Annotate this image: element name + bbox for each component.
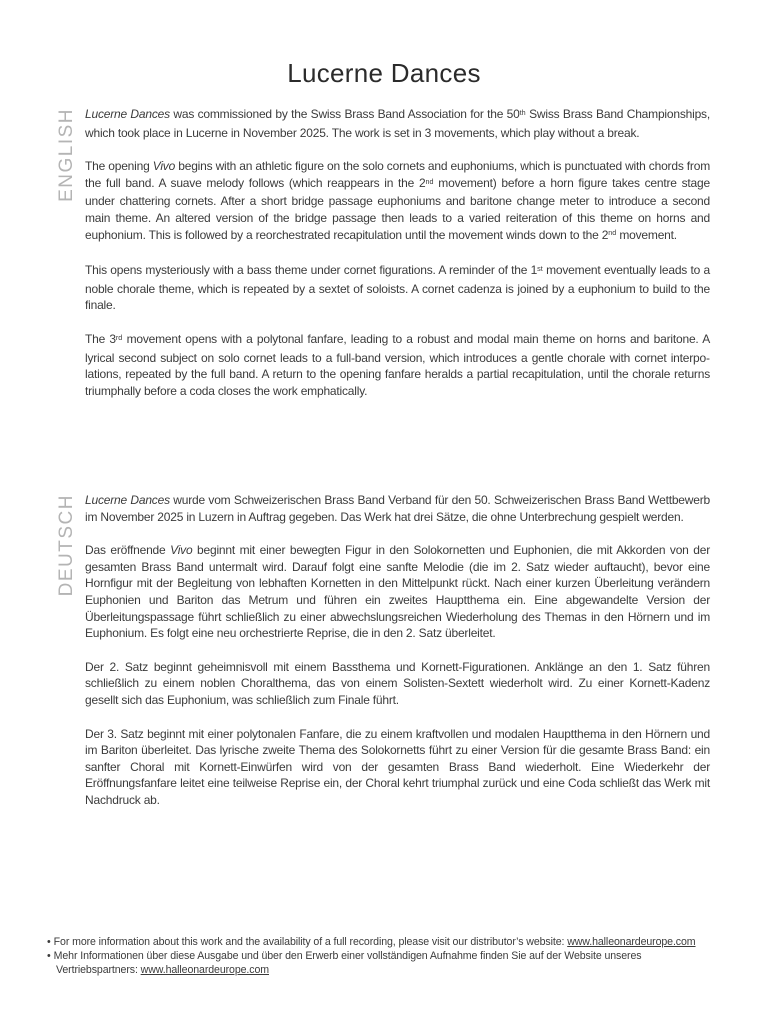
text-run: The opening bbox=[85, 159, 153, 174]
paragraph bbox=[85, 492, 710, 525]
text-run: The 3 bbox=[85, 331, 116, 346]
footer-items bbox=[47, 936, 725, 977]
paragraph bbox=[85, 331, 710, 399]
paragraph bbox=[85, 262, 710, 314]
text-run: This opens mysteriously with a bass theme under cornet figurations. A reminder of the 1 bbox=[85, 263, 538, 278]
footer-item bbox=[47, 950, 725, 978]
ordinal-superscript: nd bbox=[608, 228, 617, 238]
text-run: movement opens with a polytonal fanfare, leading to a robust and modal main theme on horns and baritone. A lyrical second subject on solo cornet leads to a full-band version, which introduces a gentle chorale with cornet interpolations, repeated by the full band. A return to the opening fanfare heralds a partial recapitulation, until the chorale returns triumphally before a coda closes the work emphatically. bbox=[85, 331, 711, 398]
page-title: Lucerne Dances bbox=[287, 58, 481, 88]
ordinal-superscript: rd bbox=[115, 332, 123, 342]
section-label-english: ENGLISH bbox=[56, 108, 77, 202]
italic-text-run: Vivo bbox=[152, 159, 176, 174]
ordinal-superscript: th bbox=[519, 107, 526, 117]
ordinal-superscript: nd bbox=[425, 176, 434, 186]
section-english bbox=[85, 106, 710, 399]
paragraph bbox=[85, 542, 710, 642]
text-run: was commissioned by the Swiss Brass Band Association for the 50 bbox=[169, 107, 520, 121]
text-run: Das eröffnende bbox=[85, 543, 171, 558]
distributor-website-link[interactable]: www.halleonardeurope.com bbox=[140, 963, 269, 976]
text-run: Mehr Informationen über diese Ausgabe und über den Erwerb einer vollständigen Aufnahme finden Sie auf der Website unseres Vertriebspartners: bbox=[53, 949, 642, 976]
section-label-german: DEUTSCH bbox=[56, 494, 77, 597]
english-paragraphs bbox=[85, 106, 710, 399]
text-run: movement) before a horn figure takes centre stage under chattering cornets. After a short bridge passage euphoniums and baritone change meter to introduce a second main theme. An altered version of the bridge passage then leads to a varied reiteration of this theme on horns and euphonium. This is followed by a reorchestrated recapitulation until the movement winds down to the 2 bbox=[85, 175, 710, 242]
text-run: For more information about this work and the availability of a full recording, please visit our distributor’s website: bbox=[53, 936, 568, 948]
bullet-marker: • bbox=[47, 949, 54, 962]
ordinal-superscript: st bbox=[537, 263, 543, 273]
text-run: wurde vom Schweizerischen Brass Band Verband für den 50. Schweizerischen Brass Band Wettbewerb im November 2025 in Luzern in Auftrag gegeben. Das Werk hat drei Sätze, die ohne Unterbrechung gespielt werden. bbox=[85, 493, 710, 524]
text-run: Swiss Brass Band Championships, which took place in Lucerne in November 2025. The work is set in 3 movements, which play without a break. bbox=[85, 107, 710, 140]
paragraph bbox=[85, 158, 710, 245]
paragraph bbox=[85, 659, 710, 709]
italic-text-run: Lucerne Dances bbox=[85, 107, 170, 121]
text-run: beginnt mit einer bewegten Figur in den Solokornetten und Euphonien, die mit Akkorden von der gesamten Brass Band untermalt wird. Darauf folgt eine sanfte Melodie (die im 2. Satz wieder auftaucht), bevor eine Hornfigur mit der Begleitung von lebhaften Kornetten in den Mittelpunkt rückt. Nach einer kurzen Überleitung verändern Euphonien und Bariton das Metrum und führen ein zweites Hauptthema ein. Eine abgewandelte Version der Überleitungspassage führt schließlich zu einer abwechslungsreichen Wiederholung des Themas in den Hörnern und im Euphonium. Es folgt eine neu orchestrierte Reprise, die in den 2. Satz überleitet. bbox=[85, 543, 710, 641]
distributor-website-link[interactable]: www.halleonardeurope.com bbox=[567, 936, 696, 948]
paragraph bbox=[85, 106, 710, 141]
text-run: movement. bbox=[616, 227, 677, 242]
footer bbox=[47, 936, 725, 977]
text-run: Der 2. Satz beginnt geheimnisvoll mit einem Bassthema und Kornett-Figurationen. Anklänge an den 1. Satz führen schließlich zu einem noblen Choralthema, das von einem Solisten-Sextett wiederholt wird. Zu einer Kornett-Kadenz gesellt sich das Euphonium, was schließlich zum Finale führt. bbox=[85, 659, 710, 707]
italic-text-run: Lucerne Dances bbox=[85, 493, 170, 507]
section-german bbox=[85, 492, 710, 809]
text-run: movement eventually leads to a noble chorale theme, which is repeated by a sextet of soloists. A cornet cadenza is joined by a euphonium to build to the finale. bbox=[85, 263, 711, 313]
bullet-marker: • bbox=[47, 936, 54, 948]
german-paragraphs bbox=[85, 492, 710, 809]
italic-text-run: Vivo bbox=[170, 543, 193, 558]
footer-item bbox=[47, 936, 725, 950]
paragraph bbox=[85, 726, 710, 809]
text-run: begins with an athletic figure on the solo cornets and euphoniums, which is punctuated with chords from the full band. A suave melody follows (which reappears in the 2 bbox=[85, 159, 711, 190]
text-run: Der 3. Satz beginnt mit einer polytonalen Fanfare, die zu einem kraftvollen und modalen Hauptthema in den Hörnern und im Bariton überleitet. Das lyrische zweite Thema des Solokornetts führt zu einer Version für die gesamte Brass Band: ein sanfter Choral mit Kornett-Einwürfen wird von der gesamten Brass Band wiederholt. Eine Wiederkehr der Eröffnungsfanfare leitet eine teilweise Reprise ein, der Choral kehrt triumphal zurück und eine Coda schließt das Werk mit Nachdruck ab. bbox=[85, 726, 710, 807]
